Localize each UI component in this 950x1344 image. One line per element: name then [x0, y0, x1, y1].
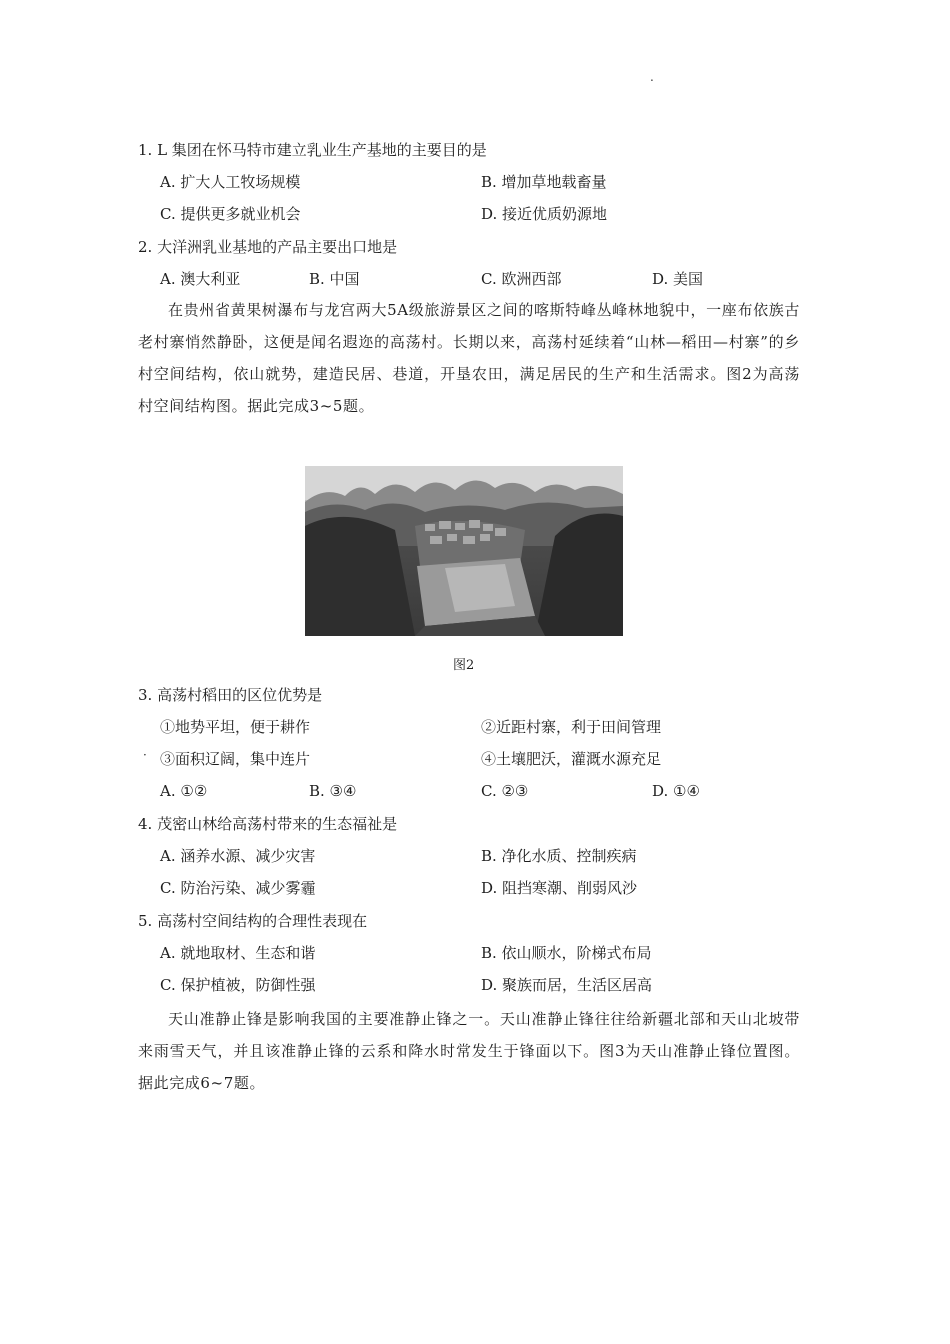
q3-statement-1: ①地势平坦，便于耕作	[160, 718, 311, 736]
stray-mark: ·	[143, 748, 147, 762]
q4-option-b: B. 净化水质、控制疾病	[481, 847, 637, 865]
q3-option-d: D. ①④	[652, 782, 700, 800]
passage-gaodang: 在贵州省黄果树瀑布与龙宫两大5A级旅游景区之间的喀斯特峰丛峰林地貌中，一座布依族古老村寨悄然静卧，这便是闻名遐迩的高荡村。长期以来，高荡村延续着“山林—稻田—村寨”的乡村空间结构，依山就势，建造民居、巷道，开垦农田，满足居民的生产和生活需求。图2为高荡村空间结构图。据此完成3~5题。	[138, 301, 800, 415]
q2-stem: 2. 大洋洲乳业基地的产品主要出口地是	[138, 238, 398, 256]
q3-statement-3: ③面积辽阔，集中连片	[160, 750, 311, 768]
q4-option-d: D. 阻挡寒潮、削弱风沙	[481, 879, 638, 897]
passage-tianshan: 天山准静止锋是影响我国的主要准静止锋之一。天山准静止锋往往给新疆北部和天山北坡带来雨雪天气，并且该准静止锋的云系和降水时常发生于锋面以下。图3为天山准静止锋位置图。据此完成6~7题。	[138, 1010, 800, 1092]
q3-option-b: B. ③④	[309, 782, 357, 800]
q5-stem: 5. 高荡村空间结构的合理性表现在	[138, 912, 368, 930]
q4-option-a: A. 涵养水源、减少灾害	[160, 847, 316, 865]
stray-dot: .	[650, 70, 654, 84]
village-photo	[305, 466, 623, 636]
q3-option-c: C. ②③	[481, 782, 529, 800]
q4-option-c: C. 防治污染、减少雾霾	[160, 879, 316, 897]
q3-statement-2: ②近距村寨，利于田间管理	[481, 718, 662, 736]
q1-option-a: A. 扩大人工牧场规模	[160, 173, 301, 191]
q5-option-a: A. 就地取材、生态和谐	[160, 944, 316, 962]
q1-stem: 1. L 集团在怀马特市建立乳业生产基地的主要目的是	[138, 141, 487, 159]
figure-2-caption: 图2	[453, 658, 475, 673]
q4-stem: 4. 茂密山林给高荡村带来的生态福祉是	[138, 815, 398, 833]
q2-option-d: D. 美国	[652, 270, 704, 288]
village-photo-drawing	[305, 466, 623, 636]
q5-option-c: C. 保护植被，防御性强	[160, 976, 316, 994]
q2-option-b: B. 中国	[309, 270, 360, 288]
q5-option-b: B. 依山顺水，阶梯式布局	[481, 944, 652, 962]
q1-option-d: D. 接近优质奶源地	[481, 205, 608, 223]
q2-option-a: A. 澳大利亚	[160, 270, 241, 288]
q2-option-c: C. 欧洲西部	[481, 270, 562, 288]
q1-option-b: B. 增加草地载畜量	[481, 173, 607, 191]
q5-option-d: D. 聚族而居，生活区居高	[481, 976, 653, 994]
q3-option-a: A. ①②	[160, 782, 208, 800]
q3-statement-4: ④土壤肥沃，灌溉水源充足	[481, 750, 662, 768]
q1-option-c: C. 提供更多就业机会	[160, 205, 301, 223]
q3-stem: 3. 高荡村稻田的区位优势是	[138, 686, 323, 704]
